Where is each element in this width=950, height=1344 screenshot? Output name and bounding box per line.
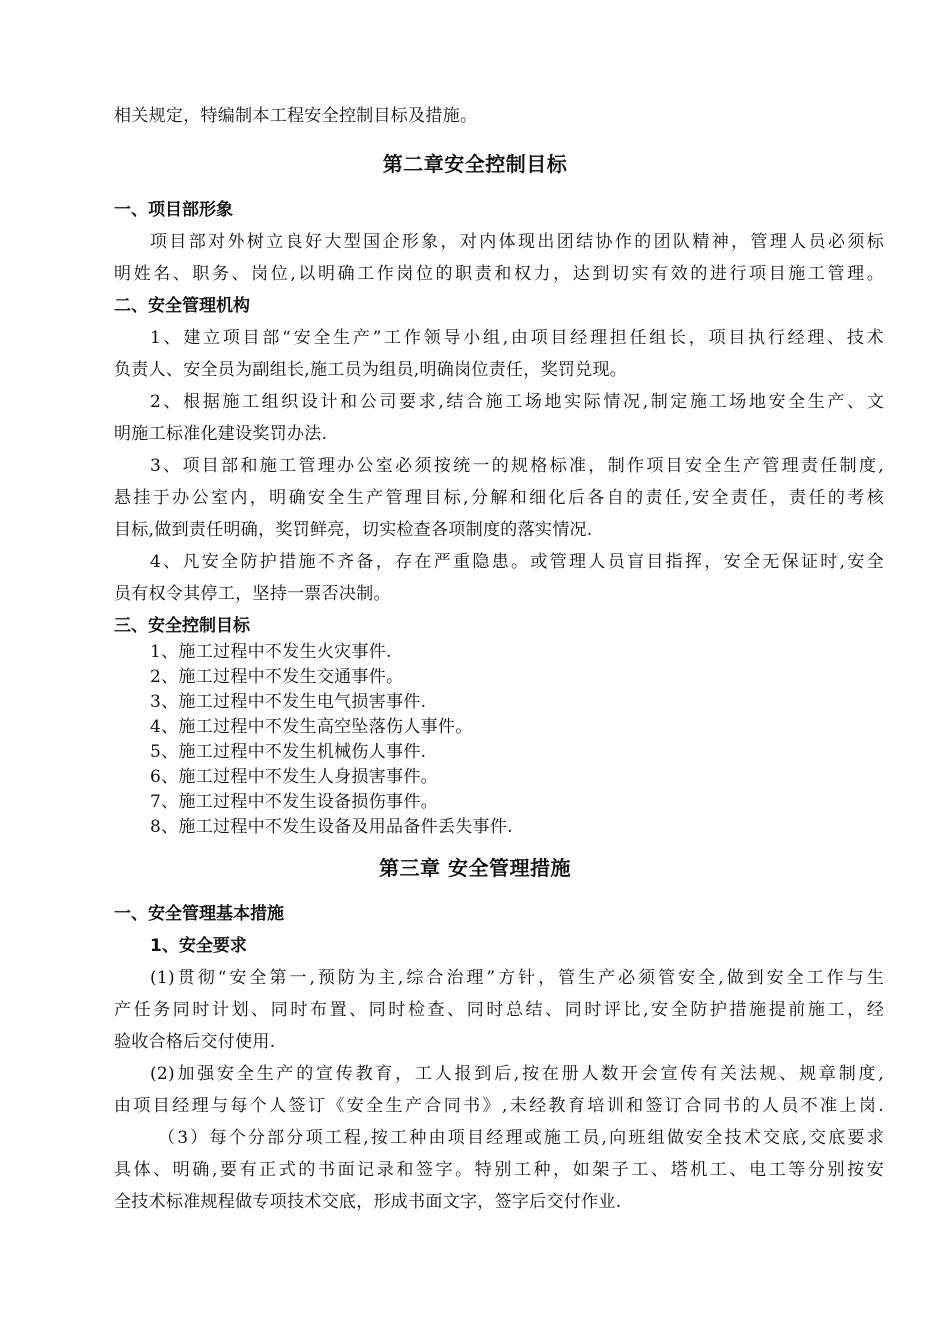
paragraph-line: 目标,做到责任明确，奖罚鲜亮，切实检查各项制度的落实情况.	[114, 520, 593, 540]
paragraph-line: 项目部对外树立良好大型国企形象，对内体现出团结协作的团队精神，管理人员必须标	[150, 232, 884, 252]
paragraph-line: （3）每个分部分项工程,按工种由项目经理或施工员,向班组做安全技术交底,交底要求	[158, 1128, 884, 1148]
paragraph-line: 4、凡安全防护措施不齐备，存在严重隐患。或管理人员盲目指挥，安全无保证时,安全	[150, 552, 884, 572]
list-item: 1、施工过程中不发生火灾事件.	[150, 642, 392, 662]
list-item: 4、施工过程中不发生高空坠落伤人事件。	[150, 717, 473, 737]
list-item: 7、施工过程中不发生设备损伤事件。	[150, 792, 438, 812]
paragraph-line: 负责人、安全员为副组长,施工员为组员,明确岗位责任，奖罚兑现。	[114, 360, 628, 380]
section-heading-image: 一、项目部形象	[114, 200, 233, 220]
paragraph-line: 悬挂于办公室内，明确安全生产管理目标,分解和细化后各自的责任,安全责任，责任的考核	[114, 488, 884, 508]
list-item: 3、施工过程中不发生电气损害事件.	[150, 692, 427, 712]
intro-line: 相关规定，特编制本工程安全控制目标及措施。	[114, 106, 478, 126]
section-heading-targets: 三、安全控制目标	[114, 616, 250, 636]
list-item: 2、施工过程中不发生交通事件。	[150, 667, 404, 687]
paragraph-line: (1)贯彻“安全第一,预防为主,综合治理”方针，管生产必须管安全,做到安全工作与生	[150, 968, 884, 988]
paragraph-line: 明姓名、职务、岗位,以明确工作岗位的职责和权力，达到切实有效的进行项目施工管理。	[114, 264, 884, 284]
paragraph-line: 1、建立项目部“安全生产”工作领导小组,由项目经理担任组长，项目执行经理、技术	[150, 328, 884, 348]
list-item: 8、施工过程中不发生设备及用品备件丢失事件.	[150, 817, 513, 837]
paragraph-line: (2)加强安全生产的宣传教育，工人报到后,按在册人数开会宣传有关法规、规章制度,	[150, 1064, 884, 1084]
paragraph-line: 产任务同时计划、同时布置、同时检查、同时总结、同时评比,安全防护措施提前施工，经	[114, 1000, 884, 1020]
paragraph-line: 2、根据施工组织设计和公司要求,结合施工场地实际情况,制定施工场地安全生产、文	[150, 392, 884, 412]
paragraph-line: 员有权令其停工，坚持一票否决制。	[114, 584, 391, 604]
paragraph-line: 验收合格后交付使用.	[114, 1032, 276, 1052]
subsection-heading-requirements: 1、安全要求	[150, 936, 247, 956]
section-heading-basic-measures: 一、安全管理基本措施	[114, 904, 284, 924]
paragraph-line: 明施工标准化建设奖罚办法.	[114, 424, 328, 444]
chapter3-title: 第三章 安全管理措施	[379, 856, 571, 880]
chapter2-title: 第二章安全控制目标	[382, 152, 568, 176]
list-item: 5、施工过程中不发生机械伤人事件.	[150, 742, 427, 762]
list-item: 6、施工过程中不发生人身损害事件。	[150, 767, 438, 787]
paragraph-line: 3、项目部和施工管理办公室必须按统一的规格标准，制作项目安全生产管理责任制度,	[150, 456, 884, 476]
paragraph-line: 全技术标准规程做专项技术交底，形成书面文字，签字后交付作业.	[114, 1192, 622, 1212]
paragraph-line: 具体、明确,要有正式的书面记录和签字。特别工种，如架子工、塔机工、电工等分别按安	[114, 1160, 884, 1180]
section-heading-organization: 二、安全管理机构	[114, 296, 250, 316]
paragraph-line: 由项目经理与每个人签订《安全生产合同书》,未经教育培训和签订合同书的人员不准上岗.	[114, 1096, 884, 1116]
